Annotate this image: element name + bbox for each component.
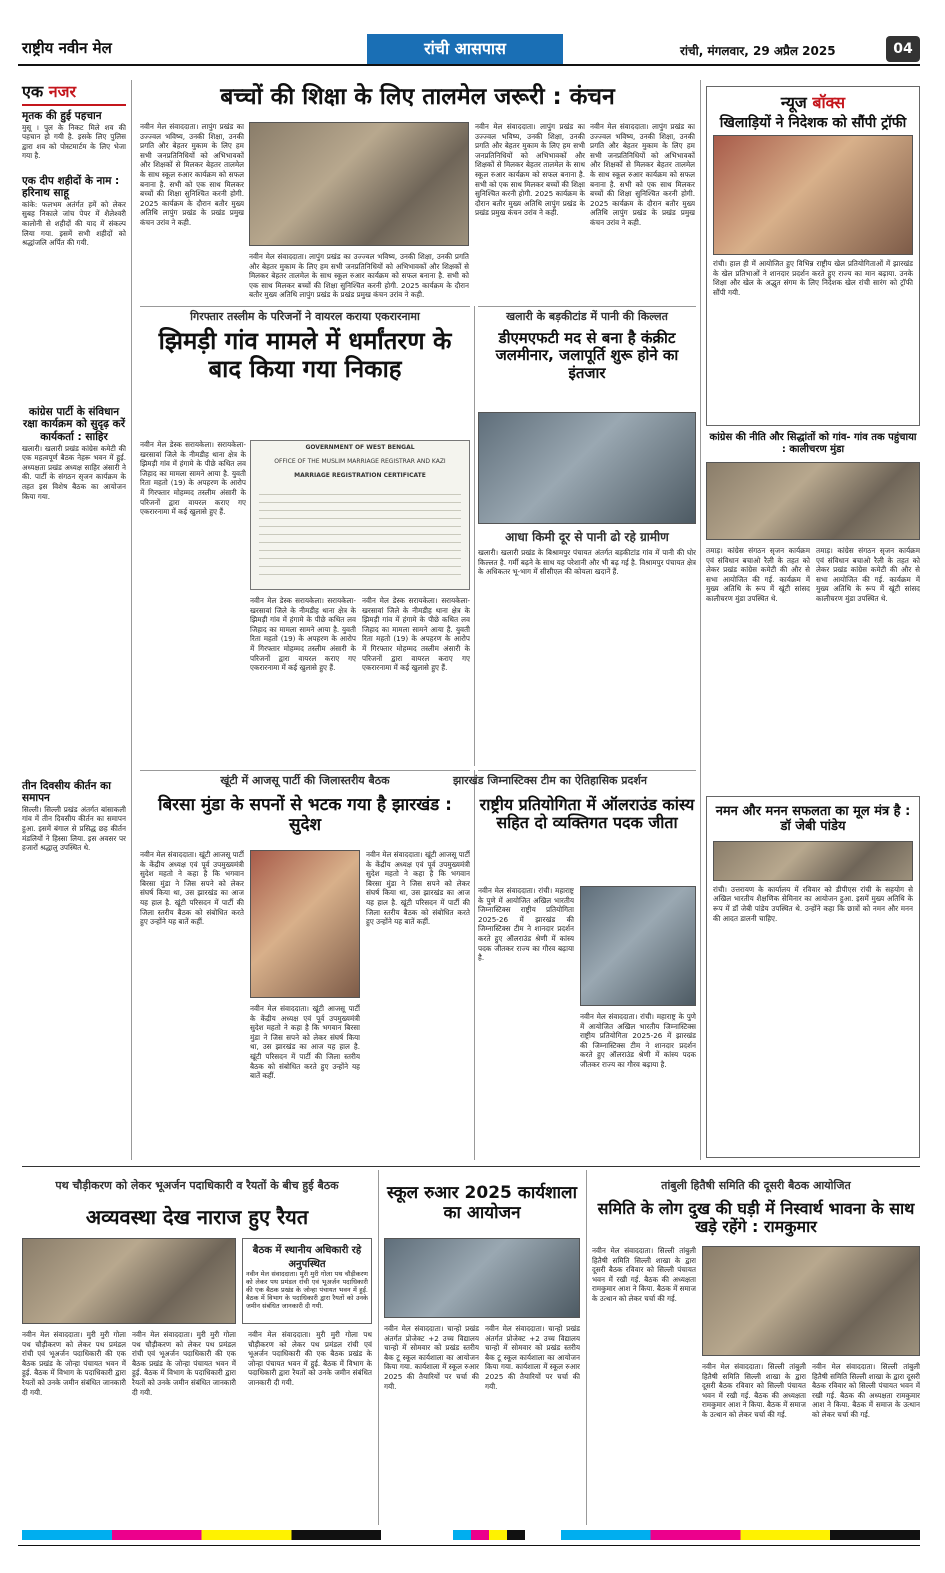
school-body-col1: नवीन मेल संवाददाता। चान्हो प्रखंड अंतर्गत प्रोजेक्ट +2 उच्च विद्यालय चान्हो में सोमवार को प्रखंड स्तरीय बैक टू स्कूल कार्यशाला का आयोजन किया गया. कार्यशाला में स्कूल रुआर 2025 की तैयारियों पर चर्चा की गयी. [384, 1324, 479, 1391]
certificate-gov: GOVERNMENT OF WEST BENGAL [305, 444, 415, 451]
ek-nazar-item-body: कांके: फलभम अतंर्गत हमें को लेकर सुबह निकाले जांच पेपर में शैलेश्वरी कालोनी से शहीदों की याद में संकल्प लिया गया. इसमें सभी शहीदों को श्रद्धांजलि अर्पित की गयी. [22, 199, 126, 248]
birsa-body-col2: नवीन मेल संवाददाता। खूंटी आजसू पार्टी के केंद्रीय अध्यक्ष एवं पूर्व उपमुख्यमंत्री सुदेश महतो ने कहा है कि भगवान बिरसा मुंडा ने जिस सपने को लेकर संघर्ष किया था, उस झारखंड का आज यह हाल है. खूंटी परिसदन में पार्टी की जिला स्तरीय बैठक को संबोधित करते हुए उन्होंने यह बातें कहीं. [250, 1004, 360, 1081]
lead-body-col1: नवीन मेल संवाददाता। लापुंग प्रखंड का उज्ज्वल भविष्य, उनकी शिक्षा, उनकी प्रगति और बेहतर मुकाम के लिए हम सभी जनप्रतिनिधियों को अभिभावकों और शिक्षकों से मिलकर बेहतर तालमेल के साथ स्कूल रुआर कार्यक्रम को सफल बनाना है. सभी को एक साथ मिलकर बच्चों की शिक्षा सुनिश्चित करनी होगी. 2025 कार्यक्रम के दौरान बतौर मुख्य अतिथि लापुंग प्रखंड के प्रखंड प्रमुख कंचन उरांव ने कही. [140, 122, 244, 227]
lead-headline: बच्चों की शिक्षा के लिए तालमेल जरूरी : कंचन [220, 84, 615, 110]
section-tab: रांची आसपास [367, 34, 563, 64]
jebi-photo [713, 841, 913, 881]
certificate-lines [259, 487, 461, 577]
news-box-photo [713, 135, 913, 255]
jebi-headline: नमन और मनन सफलता का मूल मंत्र है : डॉ जेबी पांडेय [715, 804, 911, 834]
birsa-body-col3: नवीन मेल संवाददाता। खूंटी आजसू पार्टी के केंद्रीय अध्यक्ष एवं पूर्व उपमुख्यमंत्री सुदेश महतो ने कहा है कि भगवान बिरसा मुंडा ने जिस सपने को लेकर संघर्ष किया था, उस झारखंड का आज यह हाल है. खूंटी परिसदन में पार्टी की जिला स्तरीय बैठक को संबोधित करते हुए उन्होंने यह बातें कहीं. [366, 850, 470, 927]
raiyat-headline: अव्यवस्था देख नाराज हुए रैयत [85, 1205, 309, 1229]
column-divider [474, 306, 475, 766]
news-box-body: रांची। हाल ही में आयोजित हुए विभिन्न राष्ट्रीय खेल प्रतियोगिताओं में झारखंड के खेल प्रतिभाओं ने शानदार प्रदर्शन करते हुए राज्य का मान बढ़ाया. उनके शिक्षा और खेल के अद्भुत संगम के लिए निदेशक खेल रांची सारंग को ट्रॉफी सौंपी गयी. [713, 259, 913, 297]
ek-nazar-item-body: मुसू । पुल के निकट मिले शव की पहचान हो गयी है. इसके लिए पुलिस द्वारा शव को पोस्टमार्टम के लिए भेजा गया है. [22, 122, 126, 161]
section-rule [22, 1166, 920, 1167]
birsa-headline: बिरसा मुंडा के सपनों से भटक गया है झारखंड : सुदेश [158, 795, 452, 835]
ek-nazar-item-headline: मृतक की हुई पहचान [22, 110, 102, 122]
jhimri-body-col3: नवीन मेल डेस्क सरायकेला। सरायकेला-खरसावां जिले के नीमडीह थाना क्षेत्र के झिमड़ी गांव में हंगामे के पीछे कथित लव जिहाद का मामला सामने आया है. युवती रिता महतो (19) के अपहरण के आरोप में गिरफ्तार मोहम्मद तस्लीम अंसारी के परिजनों द्वारा वायरल कराए गए एकरारनामा में कई खुलासे हुए हैं. [362, 596, 470, 673]
gym-team-photo [580, 886, 696, 1006]
ek-nazar-item-body: सिल्ली। सिल्ली प्रखंड अंतर्गत बांसाकली गांव में तीन दिवसीय कीर्तन का समापन हुआ. इसमें बंगाल से प्रसिद्ध छह कीर्तन मंडलियों ने हिस्सा लिया. इस अवसर पर हजारों श्रद्धालु उपस्थित थे. [22, 804, 126, 853]
school-body-col2: नवीन मेल संवाददाता। चान्हो प्रखंड अंतर्गत प्रोजेक्ट +2 उच्च विद्यालय चान्हो में सोमवार को प्रखंड स्तरीय बैक टू स्कूल कार्यशाला का आयोजन किया गया. कार्यशाला में स्कूल रुआर 2025 की तैयारियों पर चर्चा की गयी. [485, 1324, 580, 1391]
jebi-body: रांची। उत्तरायण के कार्यालय में रविवार को डीपीएस रांची के सहयोग से अखिल भारतीय शैक्षणिक सेमिनार का आयोजन हुआ. इसमें मुख्य अतिथि के रूप में डॉ जेबी पांडेय उपस्थित थे. उन्होंने कहा कि छात्रों को नमन और मनन की आदत डालनी चाहिए. [713, 884, 913, 923]
raiyat-body-col2: नवीन मेल संवाददाता। मुरी मुरी गोला पथ चौड़ीकरण को लेकर पथ प्रमंडल रांची एवं भूअर्जन पदाधिकारी की एक बैठक प्रखंड के जोन्हा पंचायत भवन में हुई. बैठक में विभाग के पदाधिकारी द्वारा रैयतों को उनके जमीन संबंधित जानकारी दी गयी. [132, 1330, 236, 1397]
gym-headline: राष्ट्रीय प्रतियोगिता में ऑलराउंड कांस्य सहित दो व्यक्तिगत पदक जीता [479, 795, 695, 833]
sudesh-photo [250, 850, 360, 998]
gym-body-col1: नवीन मेल संवाददाता। रांची। महाराष्ट्र के पुणे में आयोजित अखिल भारतीय जिम्नास्टिक्स राष्ट्रीय प्रतियोगिता 2025-26 में झारखंड की जिम्नास्टिक्स टीम ने शानदार प्रदर्शन करते हुए ऑलराउंड श्रेणी में कांस्य पदक जीतकर राज्य का गौरव बढ़ाया है. [478, 886, 574, 963]
raiyat-sidebar-title: बैठक में स्थानीय अधिकारी रहे अनुपस्थित [252, 1245, 362, 1270]
tambuli-headline: समिति के लोग दुख की घड़ी में निस्वार्थ भावना के साथ खड़े रहेंगे : रामकुमार [597, 1199, 915, 1237]
gym-body-col2: नवीन मेल संवाददाता। रांची। महाराष्ट्र के पुणे में आयोजित अखिल भारतीय जिम्नास्टिक्स राष्ट्रीय प्रतियोगिता 2025-26 में झारखंड की जिम्नास्टिक्स टीम ने शानदार प्रदर्शन करते हुए ऑलराउंड श्रेणी में कांस्य पदक जीतकर राज्य का गौरव बढ़ाया है. [580, 1012, 696, 1069]
masthead-paper-name: राष्ट्रीय नवीन मेल [22, 39, 112, 57]
lead-body-col3: नवीन मेल संवाददाता। लापुंग प्रखंड का उज्ज्वल भविष्य, उनकी शिक्षा, उनकी प्रगति और बेहतर मुकाम के लिए हम सभी जनप्रतिनिधियों को अभिभावकों और शिक्षकों से मिलकर बेहतर तालमेल के साथ स्कूल रुआर कार्यक्रम को सफल बनाना है. सभी को एक साथ मिलकर बच्चों की शिक्षा सुनिश्चित करनी होगी. 2025 कार्यक्रम के दौरान बतौर मुख्य अतिथि लापुंग प्रखंड के प्रखंड प्रमुख कंचन उरांव ने कही. [475, 122, 585, 218]
gym-kicker: झारखंड जिम्नास्टिक्स टीम का ऐतिहासिक प्रदर्शन [453, 774, 647, 787]
ek-nazar-title-a: एक [22, 82, 49, 101]
ek-nazar-item-body: खलारी। खलारी प्रखंड कांग्रेस कमेटी की एक महत्वपूर्ण बैठक नेहरू भवन में हुई. अध्यक्षता प्रखंड अध्यक्ष साहिर अंसारी ने की. पार्टी के संगठन सृजन कार्यक्रम के तहत इस विशेष बैठक का आयोजन किया गया. [22, 443, 126, 501]
tambuli-kicker: तांबुली हितैषी समिति की दूसरी बैठक आयोजित [661, 1179, 851, 1192]
raiyat-sidebar-body: नवीन मेल संवाददाता। मुरी मुरी गोला पथ चौड़ीकरण को लेकर पथ प्रमंडल रांची एवं भूअर्जन पदाधिकारी की एक बैठक प्रखंड के जोन्हा पंचायत भवन में हुई. बैठक में विभाग के पदाधिकारी द्वारा रैयतों को उनके जमीन संबंधित जानकारी दी गयी. [246, 1270, 368, 1310]
ek-nazar-item-headline: एक दीप शहीदों के नाम : हरिनाथ साहू [22, 174, 120, 200]
jhimri-body-col1: नवीन मेल डेस्क सरायकेला। सरायकेला-खरसावां जिले के नीमडीह थाना क्षेत्र के झिमड़ी गांव में हंगामे के पीछे कथित लव जिहाद का मामला सामने आया है. युवती रिता महतो (19) के अपहरण के आरोप में गिरफ्तार मोहम्मद तस्लीम अंसारी के परिजनों द्वारा वायरल कराए गए एकरारनामा में कई खुलासे हुए हैं. [140, 440, 246, 517]
column-divider [700, 80, 701, 800]
news-box-title-a: न्यूज [780, 93, 813, 112]
school-headline: स्कूल रुआर 2025 कार्यशाला का आयोजन [387, 1183, 577, 1223]
congress-body-col2: तमाड़। कांग्रेस संगठन सृजन कार्यक्रम एवं संविधान बचाओ रैली के तहत को लेकर प्रखंड कांग्रेस कमेटी की और से सभा आयोजित की गई. कार्यक्रम में मुख्य अतिथि के रूप में खूंटी सांसद कालीचरण मुंडा उपस्थित थे. [816, 546, 920, 603]
ek-nazar-title-b: नजर [48, 82, 77, 101]
congress-photo [706, 462, 920, 540]
birsa-kicker: खूंटी में आजसू पार्टी की जिलास्तरीय बैठक [220, 774, 390, 787]
tambuli-body-col2: नवीन मेल संवाददाता। सिल्ली तांबुली हितैषी समिति सिल्ली शाखा के द्वारा दूसरी बैठक रविवार को सिल्ली पंचायत भवन में रखी गई. बैठक की अध्यक्षता रामकुमार आश ने किया. बैठक में समाज के उत्थान को लेकर चर्चा की गई. [702, 1362, 806, 1419]
news-box-headline: खिलाड़ियों ने निदेशक को सौंपी ट्रॉफी [719, 115, 907, 131]
section-rule [478, 306, 696, 307]
lead-body-col2: नवीन मेल संवाददाता। लापुंग प्रखंड का उज्ज्वल भविष्य, उनकी शिक्षा, उनकी प्रगति और बेहतर मुकाम के लिए हम सभी जनप्रतिनिधियों को अभिभावकों और शिक्षकों से मिलकर बेहतर तालमेल के साथ स्कूल रुआर कार्यक्रम को सफल बनाना है. सभी को एक साथ मिलकर बच्चों की शिक्षा सुनिश्चित करनी होगी. 2025 कार्यक्रम के दौरान बतौर मुख्य अतिथि लापुंग प्रखंड के प्रखंड प्रमुख कंचन उरांव ने कही. [249, 252, 469, 300]
tambuli-photo [702, 1246, 920, 1356]
section-rule [478, 770, 696, 771]
jhimri-headline: झिमड़ी गांव मामले में धर्मांतरण के बाद किया गया निकाह [158, 327, 452, 383]
raiyat-photo [22, 1238, 236, 1324]
raiyat-sidebar [242, 1238, 372, 1324]
school-photo [384, 1238, 580, 1318]
water-headline: डीएमएफटी मद से बना है कंक्रीट जलमीनार, जलापूर्ति शुरू होने का इंतजार [495, 329, 679, 382]
section-rule [140, 770, 470, 771]
header-rule [18, 64, 920, 66]
column-divider [474, 770, 475, 1160]
lead-photo [249, 122, 469, 246]
certificate-title: MARRIAGE REGISTRATION CERTIFICATE [294, 472, 426, 479]
page-number: 04 [886, 36, 920, 62]
water-body: खलारी। खलारी प्रखंड के बिश्रामपुर पंचायत अंतर्गत बड़कीटांड गांव में पानी की घोर किल्लत है. गर्मी बढ़ने के साथ यह परेशानी और भी बढ़ गई है. विश्रामपुर पंचायत क्षेत्र के अधिकतर भू-भाग में सीसीएल की कोयला खदानें हैं. [478, 548, 696, 577]
footer-rule [18, 1545, 920, 1546]
tambuli-body-col3: नवीन मेल संवाददाता। सिल्ली तांबुली हितैषी समिति सिल्ली शाखा के द्वारा दूसरी बैठक रविवार को सिल्ली पंचायत भवन में रखी गई. बैठक की अध्यक्षता रामकुमार आश ने किया. बैठक में समाज के उत्थान को लेकर चर्चा की गई. [812, 1362, 920, 1419]
raiyat-body-col1: नवीन मेल संवाददाता। मुरी मुरी गोला पथ चौड़ीकरण को लेकर पथ प्रमंडल रांची एवं भूअर्जन पदाधिकारी की एक बैठक प्रखंड के जोन्हा पंचायत भवन में हुई. बैठक में विभाग के पदाधिकारी द्वारा रैयतों को उनके जमीन संबंधित जानकारी दी गयी. [22, 1330, 126, 1397]
column-divider [378, 1170, 379, 1525]
certificate-office: OFFICE OF THE MUSLIM MARRIAGE REGISTRAR AND KAZI [274, 458, 446, 465]
jhimri-body-col2: नवीन मेल डेस्क सरायकेला। सरायकेला-खरसावां जिले के नीमडीह थाना क्षेत्र के झिमड़ी गांव में हंगामे के पीछे कथित लव जिहाद का मामला सामने आया है. युवती रिता महतो (19) के अपहरण के आरोप में गिरफ्तार मोहम्मद तस्लीम अंसारी के परिजनों द्वारा वायरल कराए गए एकरारनामा में कई खुलासे हुए हैं. [250, 596, 356, 673]
ek-nazar-rule [22, 104, 126, 106]
ek-nazar-item-headline: तीन दिवसीय कीर्तन का समापन [22, 779, 111, 805]
news-box-title-b: बॉक्स [812, 93, 846, 112]
section-rule [140, 306, 470, 307]
jebi-box [706, 796, 920, 1158]
water-kicker: खलारी के बड़कीटांड में पानी की किल्लत [506, 310, 668, 323]
birsa-body-col1: नवीन मेल संवाददाता। खूंटी आजसू पार्टी के केंद्रीय अध्यक्ष एवं पूर्व उपमुख्यमंत्री सुदेश महतो ने कहा है कि भगवान बिरसा मुंडा ने जिस सपने को लेकर संघर्ष किया था, उस झारखंड का आज यह हाल है. खूंटी परिसदन में पार्टी की जिला स्तरीय बैठक को संबोधित करते हुए उन्होंने यह बातें कहीं. [140, 850, 244, 927]
congress-body-col1: तमाड़। कांग्रेस संगठन सृजन कार्यक्रम एवं संविधान बचाओ रैली के तहत को लेकर प्रखंड कांग्रेस कमेटी की और से सभा आयोजित की गई. कार्यक्रम में मुख्य अतिथि के रूप में खूंटी सांसद कालीचरण मुंडा उपस्थित थे. [706, 546, 810, 603]
congress-headline: कांग्रेस की नीति और सिद्धांतों को गांव- गांव तक पहुंचाया : कालीचरण मुंडा [709, 432, 917, 455]
ek-nazar-title [22, 80, 126, 102]
raiyat-body-col3: नवीन मेल संवाददाता। मुरी मुरी गोला पथ चौड़ीकरण को लेकर पथ प्रमंडल रांची एवं भूअर्जन पदाधिकारी की एक बैठक प्रखंड के जोन्हा पंचायत भवन में हुई. बैठक में विभाग के पदाधिकारी द्वारा रैयतों को उनके जमीन संबंधित जानकारी दी गयी. [248, 1330, 372, 1387]
water-caption: आधा किमी दूर से पानी ढो रहे ग्रामीण [505, 530, 669, 544]
marriage-certificate-image [250, 440, 470, 590]
news-box [706, 86, 920, 426]
dateline: रांची, मंगलवार, 29 अप्रैल 2025 [680, 44, 836, 58]
tambuli-body-col1: नवीन मेल संवाददाता। सिल्ली तांबुली हितैषी समिति सिल्ली शाखा के द्वारा दूसरी बैठक रविवार को सिल्ली पंचायत भवन में रखी गई. बैठक की अध्यक्षता रामकुमार आश ने किया. बैठक में समाज के उत्थान को लेकर चर्चा की गई. [592, 1246, 696, 1303]
raiyat-kicker: पथ चौड़ीकरण को लेकर भूअर्जन पदाधिकारी व रैयतों के बीच हुई बैठक [55, 1179, 339, 1192]
jhimri-kicker: गिरफ्तार तस्लीम के परिजनों ने वायरल कराया एकरारनामा [190, 310, 420, 323]
column-divider [586, 1170, 587, 1525]
water-tower-photo [478, 412, 696, 524]
column-divider [700, 800, 701, 1160]
lead-body-col4: नवीन मेल संवाददाता। लापुंग प्रखंड का उज्ज्वल भविष्य, उनकी शिक्षा, उनकी प्रगति और बेहतर मुकाम के लिए हम सभी जनप्रतिनिधियों को अभिभावकों और शिक्षकों से मिलकर बेहतर तालमेल के साथ स्कूल रुआर कार्यक्रम को सफल बनाना है. सभी को एक साथ मिलकर बच्चों की शिक्षा सुनिश्चित करनी होगी. 2025 कार्यक्रम के दौरान बतौर मुख्य अतिथि लापुंग प्रखंड के प्रखंड प्रमुख कंचन उरांव ने कही. [590, 122, 695, 227]
ek-nazar-item-headline: कांग्रेस पार्टी के संविधान रक्षा कार्यक्रम को सुदृढ़ करें कार्यकर्ता : साहिर [22, 405, 126, 443]
column-divider [131, 80, 132, 1160]
registration-color-bar-icon [22, 1530, 920, 1540]
ek-nazar-column [22, 80, 126, 1165]
news-box-title [707, 91, 919, 113]
